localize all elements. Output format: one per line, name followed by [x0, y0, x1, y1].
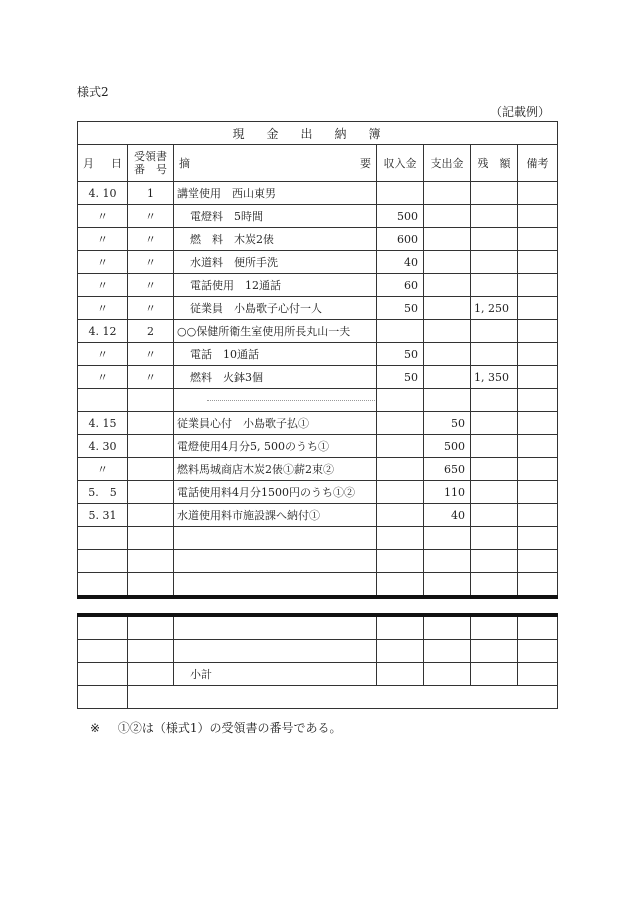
date-cell [78, 663, 128, 686]
expense-cell [424, 640, 471, 663]
date-cell: 4. 30 [78, 435, 128, 458]
footnote [90, 719, 342, 736]
date-cell: 5. 31 [78, 504, 128, 527]
remarks-cell [518, 389, 558, 412]
remarks-cell [518, 228, 558, 251]
header-balance: 残 額 [471, 145, 518, 182]
header-receipt-no [128, 145, 174, 182]
remarks-cell [518, 366, 558, 389]
ledger-title: 現金出納簿 [78, 122, 558, 145]
expense-cell [424, 389, 471, 412]
remarks-cell [518, 481, 558, 504]
date-cell: 〃 [78, 228, 128, 251]
balance-cell [471, 573, 518, 598]
date-cell [78, 615, 128, 640]
income-cell: 500 [377, 205, 424, 228]
balance-cell [471, 481, 518, 504]
example-label: （記載例） [489, 105, 550, 119]
table-row [78, 343, 558, 366]
receipt-no-cell [128, 481, 174, 504]
expense-cell: 50 [424, 412, 471, 435]
header-row [78, 145, 558, 182]
receipt-no-cell [128, 615, 174, 640]
balance-cell [471, 412, 518, 435]
income-cell [377, 389, 424, 412]
header-receipt-no-line1: 受領書 [134, 150, 167, 163]
remarks-cell [518, 251, 558, 274]
remarks-cell [518, 343, 558, 366]
balance-cell [471, 458, 518, 481]
expense-cell [424, 205, 471, 228]
income-cell [377, 412, 424, 435]
income-cell: 50 [377, 343, 424, 366]
income-cell [377, 481, 424, 504]
balance-cell [471, 550, 518, 573]
table-row [78, 435, 558, 458]
income-cell [377, 640, 424, 663]
balance-cell [471, 640, 518, 663]
date-cell: 4. 15 [78, 412, 128, 435]
receipt-no-cell [128, 458, 174, 481]
remarks-cell [518, 435, 558, 458]
receipt-no-cell: 〃 [128, 251, 174, 274]
cash-ledger-table [77, 121, 558, 709]
income-cell: 50 [377, 297, 424, 320]
header-summary [174, 145, 377, 182]
expense-cell [424, 251, 471, 274]
date-cell: 〃 [78, 274, 128, 297]
income-cell [377, 320, 424, 343]
balance-cell: 1, 250 [471, 297, 518, 320]
summary-cell: 電話使用料4月分1500円のうち①② [174, 481, 377, 504]
subtotal-label: 小計 [174, 663, 377, 686]
income-cell: 60 [377, 274, 424, 297]
receipt-no-cell [128, 663, 174, 686]
date-cell: 〃 [78, 343, 128, 366]
summary-cell: 電燈使用4月分5, 500のうち① [174, 435, 377, 458]
receipt-no-cell: 〃 [128, 205, 174, 228]
table-row [78, 550, 558, 573]
header-expense: 支出金 [424, 145, 471, 182]
summary-cell: 燃料馬城商店木炭2俵①薪2束② [174, 458, 377, 481]
balance-cell [471, 205, 518, 228]
dotted-divider [207, 399, 377, 401]
date-cell: 〃 [78, 366, 128, 389]
expense-cell [424, 274, 471, 297]
remarks-cell [518, 274, 558, 297]
table-row [78, 615, 558, 640]
footnote-mark: ※ [90, 721, 101, 735]
summary-cell: ○○保健所衛生室使用所長丸山一夫 [174, 320, 377, 343]
remarks-cell [518, 182, 558, 205]
balance-cell [471, 615, 518, 640]
table-row [78, 228, 558, 251]
income-cell [377, 573, 424, 598]
table-row [78, 573, 558, 598]
expense-cell [424, 343, 471, 366]
expense-cell: 110 [424, 481, 471, 504]
income-cell [377, 182, 424, 205]
table-row [78, 366, 558, 389]
date-cell [78, 527, 128, 550]
summary-cell [174, 389, 377, 412]
remarks-cell [518, 663, 558, 686]
summary-cell: 電話 10通話 [174, 343, 377, 366]
remarks-cell [518, 550, 558, 573]
income-cell [377, 435, 424, 458]
remarks-cell [518, 527, 558, 550]
table-row [78, 640, 558, 663]
date-cell [78, 550, 128, 573]
summary-cell: 燃 料 木炭2俵 [174, 228, 377, 251]
receipt-no-cell [128, 573, 174, 598]
table-row [78, 182, 558, 205]
remarks-cell [518, 297, 558, 320]
date-cell: 〃 [78, 251, 128, 274]
receipt-no-cell: 〃 [128, 343, 174, 366]
balance-cell [471, 527, 518, 550]
expense-cell [424, 615, 471, 640]
table-row [78, 389, 558, 412]
income-cell: 50 [377, 366, 424, 389]
income-cell [377, 550, 424, 573]
receipt-no-cell: 〃 [128, 297, 174, 320]
income-cell: 40 [377, 251, 424, 274]
summary-cell [174, 550, 377, 573]
receipt-no-cell: 2 [128, 320, 174, 343]
summary-cell: 従業員心付 小島歌子払① [174, 412, 377, 435]
income-cell: 600 [377, 228, 424, 251]
balance-cell [471, 663, 518, 686]
balance-cell [471, 320, 518, 343]
expense-cell: 500 [424, 435, 471, 458]
balance-cell [471, 389, 518, 412]
income-cell [377, 458, 424, 481]
expense-cell [424, 228, 471, 251]
header-summary-right: 要 [360, 156, 371, 170]
receipt-no-cell [128, 504, 174, 527]
header-remarks: 備考 [518, 145, 558, 182]
income-cell [377, 527, 424, 550]
expense-cell: 40 [424, 504, 471, 527]
receipt-no-cell [128, 550, 174, 573]
expense-cell [424, 663, 471, 686]
receipt-no-cell: 〃 [128, 274, 174, 297]
table-row [78, 481, 558, 504]
date-cell [78, 389, 128, 412]
date-cell: 〃 [78, 297, 128, 320]
balance-cell [471, 343, 518, 366]
expense-cell [424, 320, 471, 343]
expense-cell [424, 366, 471, 389]
table-row [78, 504, 558, 527]
header-income: 収入金 [377, 145, 424, 182]
header-month: 月 [83, 156, 94, 170]
receipt-no-cell: 1 [128, 182, 174, 205]
footnote-text: ①②は（様式1）の受領書の番号である。 [117, 721, 342, 735]
summary-cell [174, 615, 377, 640]
expense-cell [424, 297, 471, 320]
summary-cell: 講堂使用 西山東男 [174, 182, 377, 205]
expense-cell: 650 [424, 458, 471, 481]
summary-cell: 水道料 便所手洗 [174, 251, 377, 274]
balance-cell [471, 182, 518, 205]
ledger-title-row [78, 122, 558, 145]
remarks-cell [518, 640, 558, 663]
expense-cell [424, 527, 471, 550]
table-row [78, 686, 558, 709]
header-summary-left: 摘 [179, 156, 190, 170]
receipt-no-cell: 〃 [128, 228, 174, 251]
income-cell [377, 504, 424, 527]
date-cell: 〃 [78, 458, 128, 481]
remarks-cell [518, 458, 558, 481]
summary-cell [174, 527, 377, 550]
balance-cell [471, 435, 518, 458]
income-cell [377, 663, 424, 686]
expense-cell [424, 182, 471, 205]
balance-cell [471, 274, 518, 297]
income-cell [377, 615, 424, 640]
date-cell [78, 640, 128, 663]
subtotal-row [78, 663, 558, 686]
expense-cell [424, 573, 471, 598]
receipt-no-cell [128, 527, 174, 550]
date-cell [78, 573, 128, 598]
table-row [78, 527, 558, 550]
summary-cell [174, 573, 377, 598]
table-row [78, 251, 558, 274]
merged-cell [128, 686, 558, 709]
receipt-no-cell [128, 412, 174, 435]
remarks-cell [518, 205, 558, 228]
balance-cell [471, 251, 518, 274]
receipt-no-cell [128, 640, 174, 663]
header-receipt-no-line2: 番 号 [134, 163, 167, 176]
date-cell: 4. 12 [78, 320, 128, 343]
balance-cell: 1, 350 [471, 366, 518, 389]
receipt-no-cell: 〃 [128, 366, 174, 389]
summary-cell: 従業員 小島歌子心付一人 [174, 297, 377, 320]
table-row [78, 205, 558, 228]
table-row [78, 320, 558, 343]
table-row [78, 458, 558, 481]
receipt-no-cell [128, 435, 174, 458]
form-label: 様式2 [77, 85, 109, 99]
expense-cell [424, 550, 471, 573]
date-cell: 〃 [78, 205, 128, 228]
summary-cell: 燃料 火鉢3個 [174, 366, 377, 389]
remarks-cell [518, 615, 558, 640]
date-cell: 5. 5 [78, 481, 128, 504]
remarks-cell [518, 573, 558, 598]
header-day: 日 [111, 156, 122, 170]
page-separator [78, 597, 558, 615]
date-cell: 4. 10 [78, 182, 128, 205]
table-row [78, 274, 558, 297]
summary-cell [174, 640, 377, 663]
table-row [78, 297, 558, 320]
balance-cell [471, 228, 518, 251]
balance-cell [471, 504, 518, 527]
receipt-no-cell [128, 389, 174, 412]
page-separator-row [78, 597, 558, 615]
table-row [78, 412, 558, 435]
summary-cell: 水道使用料市施設課へ納付① [174, 504, 377, 527]
date-cell [78, 686, 128, 709]
remarks-cell [518, 412, 558, 435]
remarks-cell [518, 504, 558, 527]
summary-cell: 電話使用 12通話 [174, 274, 377, 297]
header-date [78, 145, 128, 182]
remarks-cell [518, 320, 558, 343]
summary-cell: 電燈料 5時間 [174, 205, 377, 228]
